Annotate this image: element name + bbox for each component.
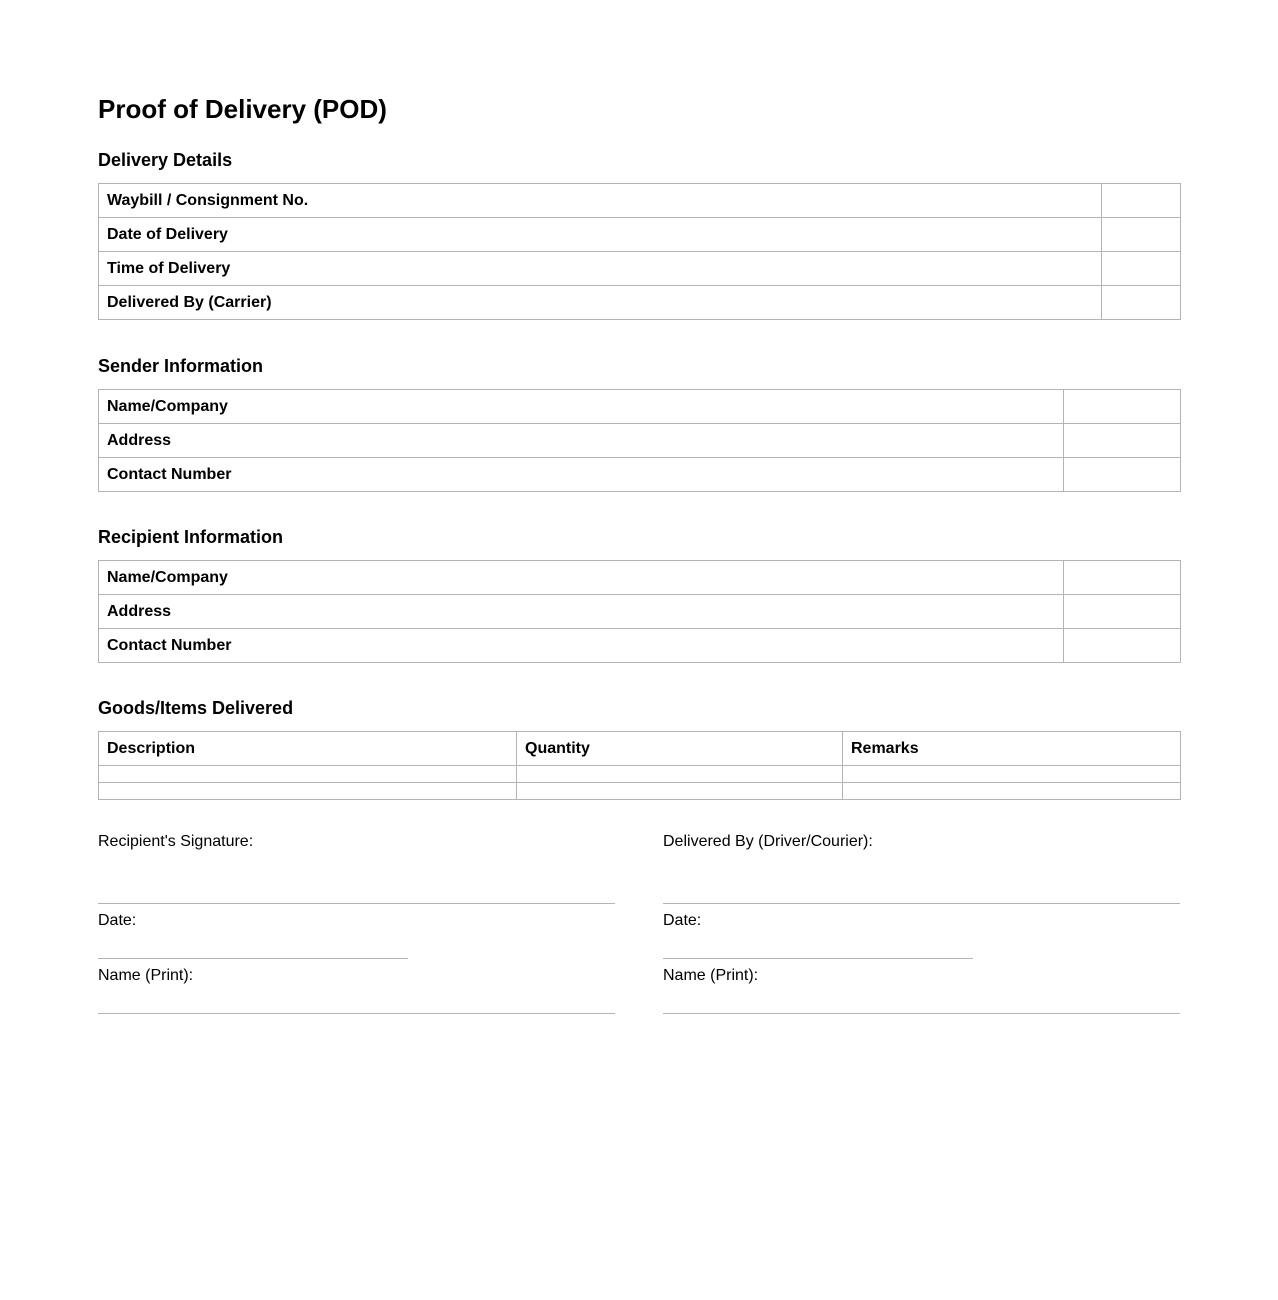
- courier-signature-label: Delivered By (Driver/Courier):: [663, 833, 873, 850]
- courier-date-line[interactable]: [663, 958, 973, 959]
- quantity-cell[interactable]: [517, 783, 843, 800]
- remarks-cell[interactable]: [843, 783, 1181, 800]
- recipient-information-heading: Recipient Information: [98, 527, 284, 547]
- courier-name-print-line[interactable]: [663, 1013, 1180, 1014]
- table-row: [99, 424, 1181, 458]
- sender-name-field[interactable]: [1064, 390, 1181, 424]
- goods-delivered-table: [98, 731, 1181, 800]
- recipient-name-label: Name/Company: [99, 561, 1064, 595]
- table-row: [99, 458, 1181, 492]
- carrier-field[interactable]: [1102, 286, 1181, 320]
- sender-name-label: Name/Company: [99, 390, 1064, 424]
- recipient-information-table: [98, 560, 1181, 663]
- table-row: [99, 184, 1181, 218]
- page-title: Proof of Delivery (POD): [98, 94, 387, 124]
- delivery-date-label: Date of Delivery: [99, 218, 1102, 252]
- recipient-signature-line[interactable]: [98, 903, 615, 904]
- table-row: [99, 595, 1181, 629]
- remarks-cell[interactable]: [843, 766, 1181, 783]
- table-row: [99, 252, 1181, 286]
- recipient-contact-label: Contact Number: [99, 629, 1064, 663]
- recipient-name-field[interactable]: [1064, 561, 1181, 595]
- courier-date-label: Date:: [663, 912, 702, 929]
- recipient-name-print-label: Name (Print):: [98, 967, 194, 984]
- courier-signature-line[interactable]: [663, 903, 1180, 904]
- column-header-remarks: Remarks: [843, 732, 1181, 766]
- description-cell[interactable]: [99, 783, 517, 800]
- carrier-label: Delivered By (Carrier): [99, 286, 1102, 320]
- waybill-label: Waybill / Consignment No.: [99, 184, 1102, 218]
- table-row: [99, 561, 1181, 595]
- recipient-signature-label: Recipient's Signature:: [98, 833, 254, 850]
- recipient-address-label: Address: [99, 595, 1064, 629]
- recipient-address-field[interactable]: [1064, 595, 1181, 629]
- quantity-cell[interactable]: [517, 766, 843, 783]
- table-header-row: [99, 732, 1181, 766]
- sender-information-table: [98, 389, 1181, 492]
- recipient-contact-field[interactable]: [1064, 629, 1181, 663]
- waybill-field[interactable]: [1102, 184, 1181, 218]
- delivery-date-field[interactable]: [1102, 218, 1181, 252]
- column-header-quantity: Quantity: [517, 732, 843, 766]
- courier-name-print-label: Name (Print):: [663, 967, 759, 984]
- delivery-time-label: Time of Delivery: [99, 252, 1102, 286]
- recipient-date-line[interactable]: [98, 958, 408, 959]
- table-row: [99, 286, 1181, 320]
- sender-address-field[interactable]: [1064, 424, 1181, 458]
- sender-contact-label: Contact Number: [99, 458, 1064, 492]
- table-row: [99, 783, 1181, 800]
- sender-address-label: Address: [99, 424, 1064, 458]
- description-cell[interactable]: [99, 766, 517, 783]
- table-row: [99, 218, 1181, 252]
- sender-contact-field[interactable]: [1064, 458, 1181, 492]
- column-header-description: Description: [99, 732, 517, 766]
- table-row: [99, 629, 1181, 663]
- table-row: [99, 766, 1181, 783]
- delivery-details-heading: Delivery Details: [98, 150, 233, 170]
- recipient-date-label: Date:: [98, 912, 137, 929]
- sender-information-heading: Sender Information: [98, 356, 264, 376]
- delivery-details-table: [98, 183, 1181, 320]
- goods-delivered-heading: Goods/Items Delivered: [98, 698, 294, 718]
- table-row: [99, 390, 1181, 424]
- delivery-time-field[interactable]: [1102, 252, 1181, 286]
- recipient-name-print-line[interactable]: [98, 1013, 615, 1014]
